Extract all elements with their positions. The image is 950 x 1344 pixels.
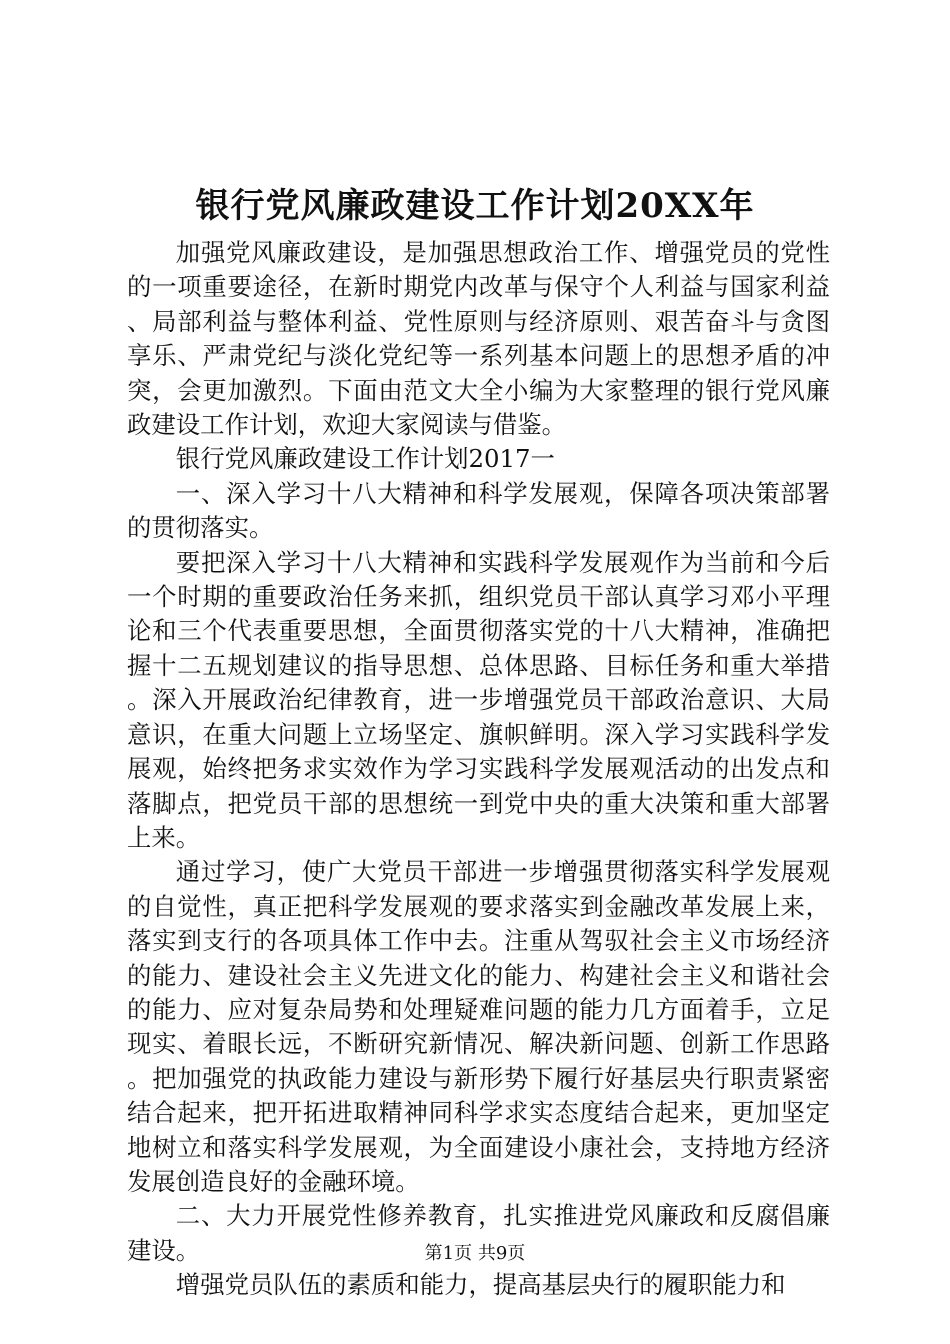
body-paragraph: 要把深入学习十八大精神和实践科学发展观作为当前和今后一个时期的重要政治任务来抓，组织党员干部认真学习邓小平理论和三个代表重要思想，全面贯彻落实党的十八大精神，准确把握十二五规划建议的指导思想、总体思路、目标任务和重大举措。深入开展政治纪律教育，进一步增强党员干部政治意识、大局意识，在重大问题上立场坚定、旗帜鲜明。深入学习实践科学发展观，始终把务求实效作为学习实践科学发展观活动的出发点和落脚点，把党员干部的思想统一到党中央的重大决策和重大部署上来。	[127, 547, 830, 852]
body-paragraph: 通过学习，使广大党员干部进一步增强贯彻落实科学发展观的自觉性，真正把科学发展观的要求落实到金融改革发展上来，落实到支行的各项具体工作中去。注重从驾驭社会主义市场经济的能力、建设社会主义先进文化的能力、构建社会主义和谐社会的能力、应对复杂局势和处理疑难问题的能力几方面着手，立足现实、着眼长远，不断研究新情况、解决新问题、创新工作思路。把加强党的执政能力建设与新形势下履行好基层央行职责紧密结合起来，把开拓进取精神同科学求实态度结合起来，更加坚定地树立和落实科学发展观，为全面建设小康社会，支持地方经济发展创造良好的金融环境。	[127, 857, 830, 1196]
document-title: 银行党风廉政建设工作计划20XX年	[195, 186, 755, 226]
document-body	[127, 236, 830, 1303]
section-heading: 银行党风廉政建设工作计划2017一	[175, 444, 555, 474]
page-indicator: 第1页 共9页	[424, 1243, 526, 1264]
point-two-heading: 二、大力开展党性修养教育，扎实推进党风廉政和反腐倡廉建设。	[127, 1201, 830, 1265]
body-paragraph: 增强党员队伍的素质和能力，提高基层央行的履职能力和	[175, 1270, 786, 1300]
point-one-heading: 一、深入学习十八大精神和科学发展观，保障各项决策部署的贯彻落实。	[127, 478, 830, 543]
intro-paragraph: 加强党风廉政建设，是加强思想政治工作、增强党员的党性的一项重要途径，在新时期党内改革与保守个人利益与国家利益、局部利益与整体利益、党性原则与经济原则、艰苦奋斗与贪图享乐、严肃党纪与淡化党纪等一系列基本问题上的思想矛盾的冲突，会更加激烈。下面由范文大全小编为大家整理的银行党风廉政建设工作计划，欢迎大家阅读与借鉴。	[127, 238, 830, 440]
